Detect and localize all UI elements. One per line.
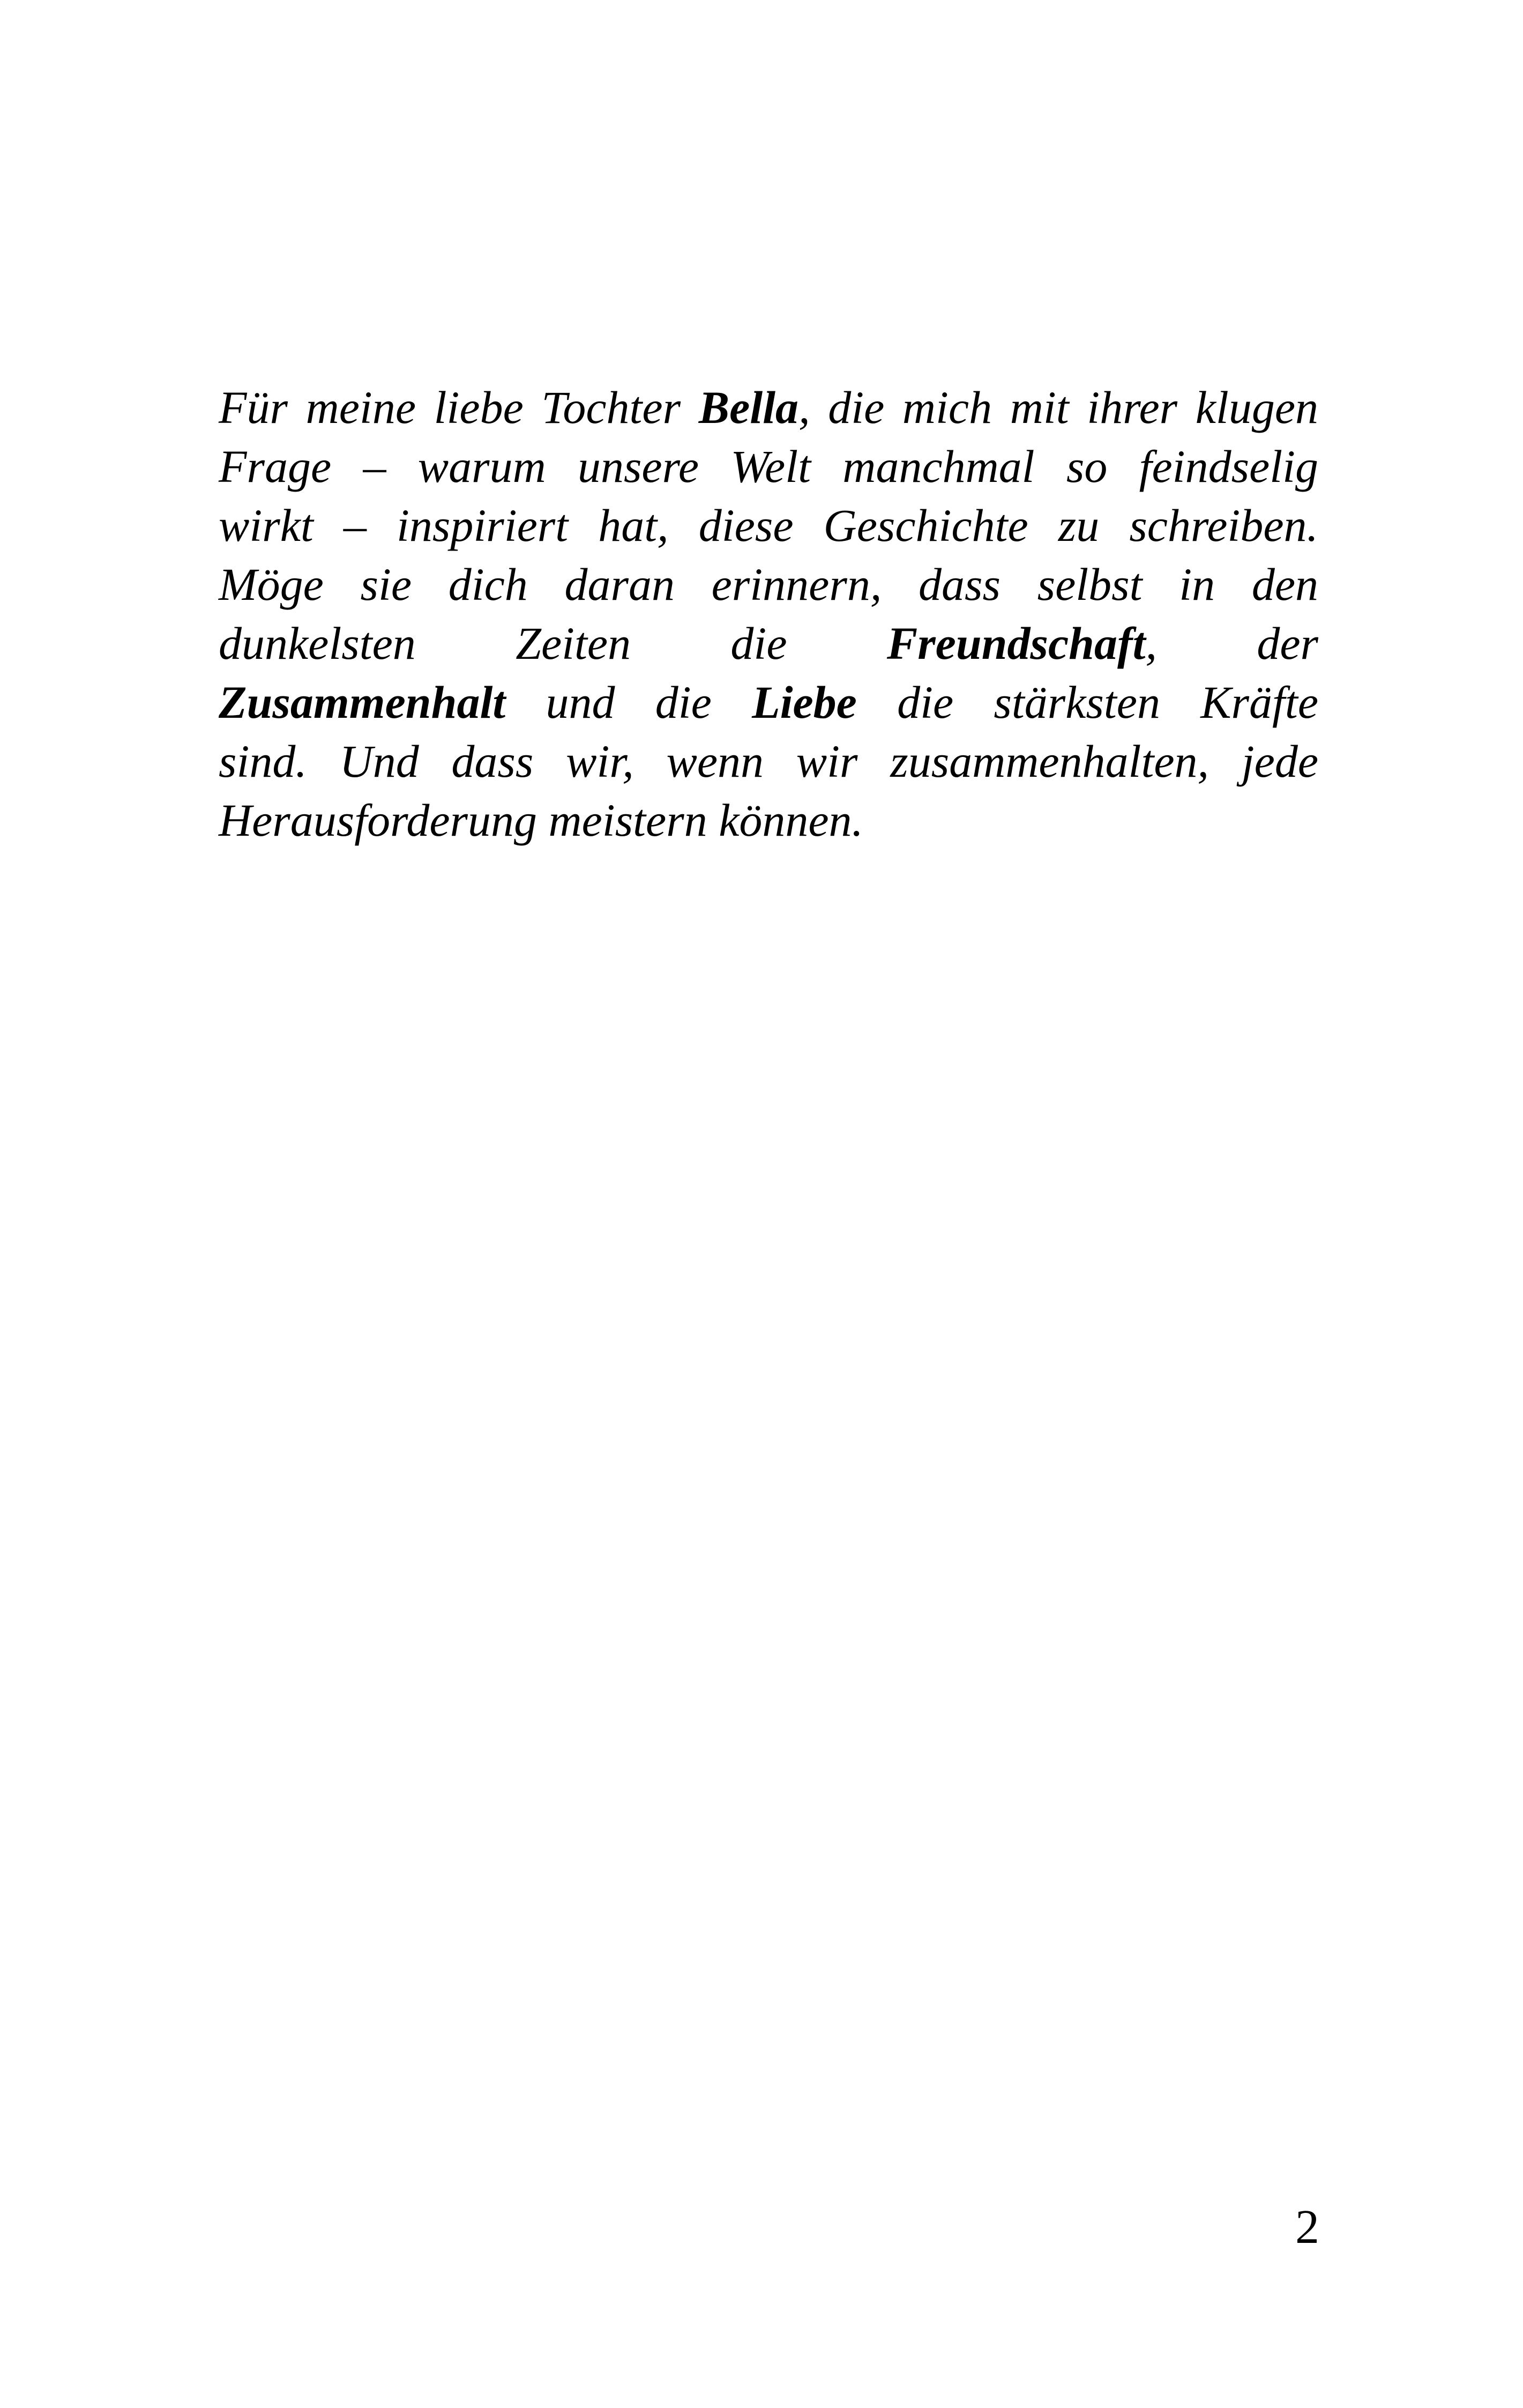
emphasis-zusammenhalt: Zusammenhalt	[219, 677, 506, 728]
text-run: und die	[505, 677, 752, 728]
text-run: , die mich mit ihrer klugen	[798, 382, 1318, 433]
emphasis-liebe: Liebe	[752, 677, 857, 728]
text-run: Für meine liebe Tochter	[219, 382, 699, 433]
text-run: dunkelsten Zeiten die	[219, 618, 887, 669]
dedication-line-7: sind. Und dass wir, wenn wir zusammenhalten, jede	[219, 735, 1318, 787]
dedication-line-2: Frage – warum unsere Welt manchmal so feindselig	[219, 441, 1318, 492]
text-run: , der	[1145, 618, 1319, 669]
dedication-line-3: wirkt – inspiriert hat, diese Geschichte zu schreiben.	[219, 500, 1318, 551]
emphasis-bella: Bella	[698, 382, 799, 433]
dedication-line-8: Herausforderung meistern können.	[219, 794, 864, 846]
dedication-line-6	[219, 673, 1318, 732]
dedication-paragraph	[219, 378, 1318, 850]
text-run: die stärksten Kräfte	[856, 677, 1318, 728]
page-number: 2	[1295, 2201, 1319, 2254]
dedication-line-1	[219, 378, 1318, 437]
dedication-line-5	[219, 614, 1318, 673]
emphasis-freundschaft: Freundschaft	[886, 618, 1146, 669]
dedication-line-4: Möge sie dich daran erinnern, dass selbst in den	[219, 559, 1318, 610]
